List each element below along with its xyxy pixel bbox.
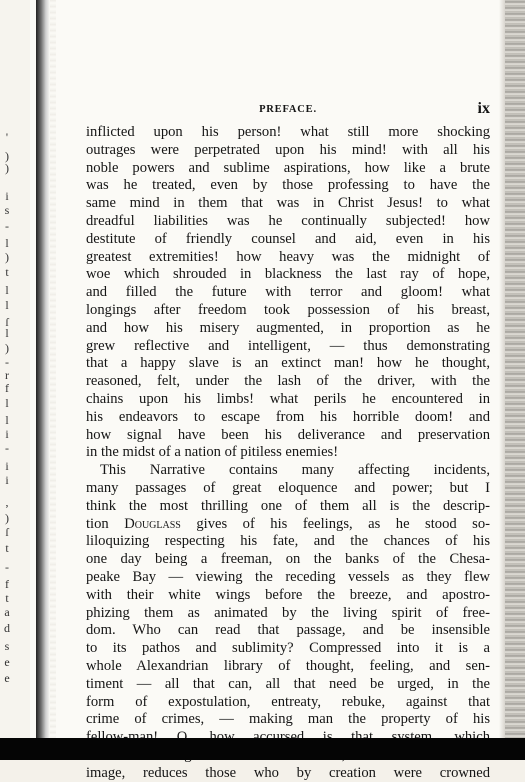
text-line: peake Bay — viewing the receding vessels as they flew (86, 568, 490, 585)
margin-glyph: ) (5, 250, 9, 264)
text-line: to its pathos and sublimity? Compressed into it is a (86, 640, 490, 657)
text-line: woe which shrouded in blackness the last ray of hope, (86, 266, 490, 283)
margin-glyph: f (5, 577, 9, 591)
text-line: same mind in them that was in Christ Jesus! to what (86, 195, 490, 212)
margin-glyph: ) (5, 161, 9, 175)
page-number: ix (477, 100, 490, 117)
right-page-edge (505, 0, 525, 738)
text-line: how signal have been his deliverance and preservation (86, 426, 490, 443)
book-gutter-shadow (36, 0, 50, 738)
margin-glyph: e (4, 671, 10, 685)
text-line: noble powers and sublime aspirations, how like a brute (86, 159, 490, 176)
margin-glyph: i (5, 427, 9, 441)
text-line: one day being a freeman, on the banks of the Chesa- (86, 551, 490, 568)
margin-glyph: - (5, 355, 9, 369)
margin-glyph: r (5, 368, 9, 382)
text-line: greatest extremities! how heavy was the midnight of (86, 248, 490, 265)
margin-glyph: ' (5, 130, 9, 144)
margin-glyph: ) (5, 341, 9, 355)
text-line: crime of crimes, — making man the property of his (86, 711, 490, 728)
text-line: think the most thrilling one of them all is the descrip- (86, 497, 490, 514)
margin-glyph: - (5, 219, 9, 233)
margin-glyph: l (5, 413, 9, 427)
text-line: reasoned, felt, under the lash of the driver, with the (86, 373, 490, 390)
margin-glyph: e (4, 655, 10, 669)
margin-glyph: s (4, 203, 10, 217)
text-line: inflicted upon his person! what still more shocking (86, 124, 490, 140)
text-line: dreadful liabilities was he continually subjected! how (86, 212, 490, 229)
margin-glyph: t (5, 265, 9, 279)
text-line: image, reduces those who by creation were crowned (86, 764, 490, 781)
margin-glyph: l (5, 236, 9, 250)
text-fragment: tion (86, 515, 125, 532)
margin-glyph: i (5, 473, 9, 487)
author-name-smallcaps: Douglass (124, 515, 181, 532)
margin-glyph: i (5, 459, 9, 473)
margin-glyph: ſ (5, 525, 9, 539)
text-line: longings after freedom took possession of his breast, (86, 301, 490, 318)
text-line (86, 516, 490, 534)
margin-glyph: a (4, 605, 10, 619)
margin-glyph: d (4, 621, 10, 635)
text-line: chains upon his limbs! what perils he encountered in (86, 390, 490, 407)
margin-glyph: - (5, 441, 9, 455)
margin-glyph: ) (5, 511, 9, 525)
text-line: that a happy slave is an extinct man! how he thought, (86, 355, 490, 372)
text-line: outrages were perpetrated upon his mind! with all his (86, 141, 490, 158)
text-line: and filled the future with terror and gloom! what (86, 284, 490, 301)
text-line: This Narrative contains many affecting incidents, (100, 462, 490, 479)
margin-glyph: i (5, 189, 9, 203)
text-line: in the midst of a nation of pitiless enemies! (86, 444, 339, 461)
text-line: was he treated, even by those professing to have the (86, 177, 490, 194)
margin-glyph: s (4, 639, 10, 653)
margin-glyph: f (5, 381, 9, 395)
text-line: grew reflective and intelligent, — thus demonstrating (86, 337, 490, 354)
text-line: dom. Who can read that passage, and be insensible (86, 622, 490, 639)
margin-glyph: ſ (5, 315, 9, 329)
text-line: timent — all that can, all that need be urged, in the (86, 675, 490, 692)
scan-bottom-border (0, 738, 525, 760)
margin-glyph: , (5, 495, 9, 509)
margin-glyph: - (5, 560, 9, 574)
text-line: many passages of great eloquence and power; but I (86, 479, 490, 496)
text-fragment: gives of his feelings, as he stood so- (180, 515, 491, 532)
text-line: with their white wings before the breeze, and apostro- (86, 586, 490, 603)
text-line: and how his misery augmented, in proportion as he (86, 319, 490, 336)
text-line: his endeavors to escape from his horrible doom! and (86, 408, 490, 425)
margin-glyph: l (5, 298, 9, 312)
text-line: liloquizing respecting his fate, and the chances of his (86, 533, 490, 550)
gutter-texture (50, 0, 56, 738)
margin-glyph: t (5, 541, 9, 555)
previous-page-edge (0, 0, 30, 738)
page-header (86, 100, 490, 122)
margin-glyph: ) (5, 149, 9, 163)
margin-glyph: l (5, 396, 9, 410)
margin-glyph: l (5, 283, 9, 297)
body-text (86, 124, 490, 782)
margin-glyph: l (5, 326, 9, 340)
margin-glyph: t (5, 591, 9, 605)
text-line: whole Alexandrian library of thought, feeling, and sen- (86, 657, 490, 674)
text-line: form of expostulation, entreaty, rebuke, against that (86, 693, 490, 710)
text-line: phizing them as animated by the living spirit of free- (86, 604, 490, 621)
running-head: PREFACE. (259, 104, 317, 115)
text-line: destitute of friendly counsel and aid, even in his (86, 230, 490, 247)
